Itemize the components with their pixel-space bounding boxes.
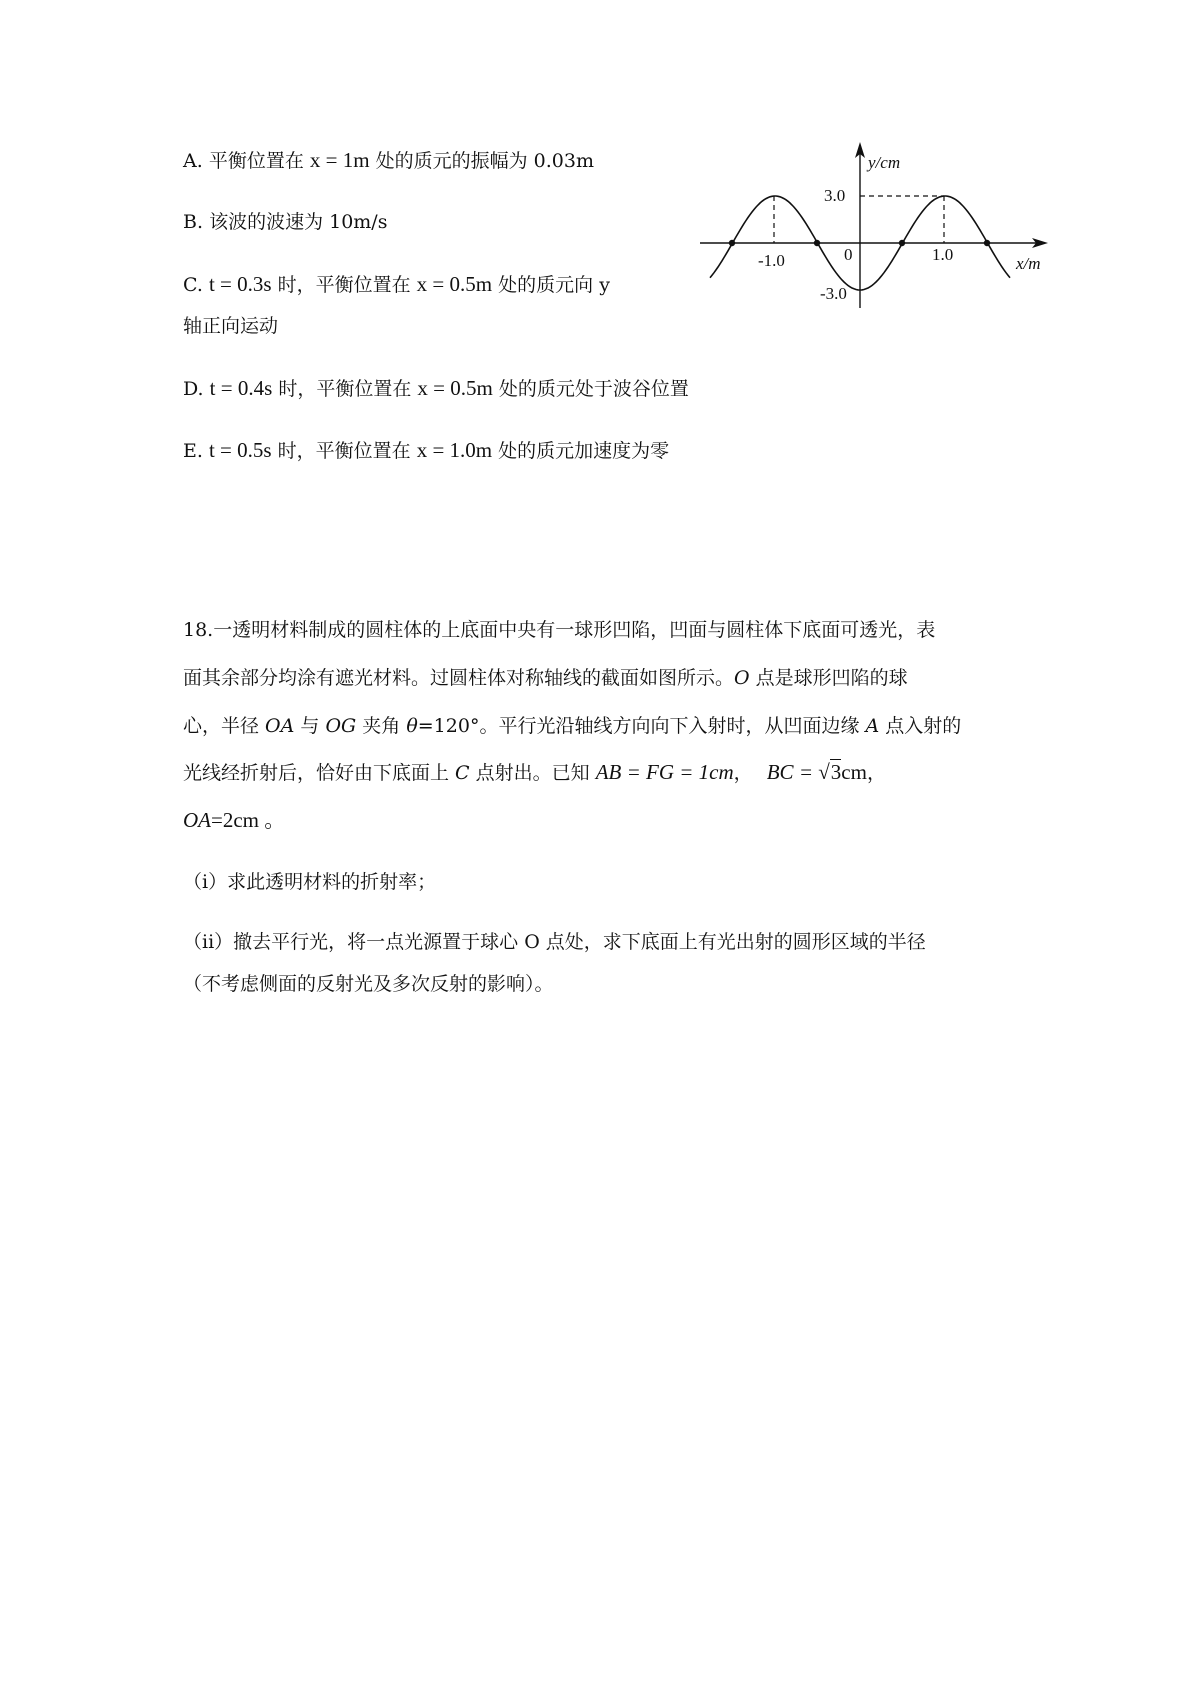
q18-line-4 <box>183 758 886 787</box>
option-a <box>183 146 594 175</box>
q18-sub-2-cont <box>183 970 554 998</box>
q18-text-4a: 光线经折射后，恰好由下底面上 <box>183 762 456 784</box>
y-axis-label: y/cm <box>868 153 901 172</box>
q18-og: OG <box>325 715 357 737</box>
option-e-math2: x = 1.0m <box>416 438 493 462</box>
option-e <box>183 436 669 465</box>
q18-text-3g: =120°。平行光沿轴线方向向下入射时，从凹面边缘 <box>417 715 866 737</box>
q18-point-a: A <box>865 715 880 737</box>
q18-text-3a: 心，半径 <box>183 715 266 737</box>
option-c-cont: 轴正向运动 <box>183 315 279 337</box>
q18-point-c: C <box>455 762 470 784</box>
x-tick-positive: 1.0 <box>932 245 954 264</box>
option-e-label: E. <box>183 440 203 462</box>
crossing-point <box>984 240 990 246</box>
q18-sub-2-text: （ii）撤去平行光，将一点光源置于球心 O 点处，求下底面上有光出射的圆形区域的半径 <box>183 931 926 953</box>
crossing-point <box>899 240 905 246</box>
q18-unit: cm <box>841 760 867 784</box>
q18-sqrt-value: 3 <box>830 760 842 784</box>
q18-theta: θ <box>406 715 418 737</box>
option-e-math1: t = 0.5s <box>208 438 272 462</box>
option-d <box>183 374 689 403</box>
q18-sub-1-text: （i）求此透明材料的折射率； <box>183 871 437 893</box>
q18-text-5b: =2cm 。 <box>211 808 286 832</box>
option-d-mid: 时，平衡位置在 <box>278 378 412 400</box>
q18-text-1: 18.一透明材料制成的圆柱体的上底面中央有一球形凹陷，凹面与圆柱体下底面可透光，表 <box>183 619 936 641</box>
q18-bc: BC = <box>766 760 819 784</box>
q18-ab-fg: AB = FG = 1cm <box>595 760 734 784</box>
sqrt-sign: √ <box>818 760 830 784</box>
q18-comma-1: ， <box>733 762 753 784</box>
option-d-post: 处的质元处于波谷位置 <box>498 378 689 400</box>
y-tick-negative: -3.0 <box>820 284 847 303</box>
x-axis-label: x/m <box>1016 254 1041 273</box>
q18-line-1 <box>183 616 935 644</box>
q18-text-3i: 点入射的 <box>879 715 962 737</box>
q18-oa-2: OA <box>183 808 211 832</box>
option-a-post: 处的质元的振幅为 0.03m <box>375 150 594 172</box>
q18-sub-2 <box>183 928 926 956</box>
crossing-point <box>729 240 735 246</box>
q18-text-2a: 面其余部分均涂有遮光材料。过圆柱体对称轴线的截面如图所示。 <box>183 667 735 689</box>
q18-text-3c: 与 <box>294 715 326 737</box>
q18-sub-1 <box>183 868 436 896</box>
option-e-post: 处的质元加速度为零 <box>498 440 670 462</box>
q18-comma-2: ， <box>866 762 886 784</box>
q18-line-2 <box>183 664 908 692</box>
q18-oa: OA <box>265 715 295 737</box>
option-c-mid: 时，平衡位置在 <box>277 274 411 296</box>
option-d-label: D. <box>183 378 204 400</box>
option-c-post: 处的质元向 y <box>498 274 610 296</box>
x-tick-negative: -1.0 <box>758 251 785 270</box>
option-b-label: B. <box>183 211 204 233</box>
option-a-math: x = 1m <box>309 148 370 172</box>
q18-text-2c: 点是球形凹陷的球 <box>749 667 908 689</box>
option-c <box>183 270 610 299</box>
option-d-math1: t = 0.4s <box>209 376 273 400</box>
q18-text-4c: 点射出。已知 <box>469 762 596 784</box>
option-a-label: A. <box>183 150 203 172</box>
crossing-point <box>814 240 820 246</box>
wave-graph <box>700 140 1060 310</box>
option-b-text: 该波的波速为 10m/s <box>209 211 388 233</box>
option-e-mid: 时，平衡位置在 <box>277 440 411 462</box>
q18-line-5 <box>183 806 285 834</box>
q18-text-3e: 夹角 <box>356 715 407 737</box>
option-c-math2: x = 0.5m <box>416 272 493 296</box>
option-d-math2: x = 0.5m <box>417 376 493 400</box>
y-tick-positive: 3.0 <box>824 186 846 205</box>
origin-label: 0 <box>844 245 853 264</box>
option-c-continued <box>183 312 278 340</box>
q18-point-o: O <box>734 667 750 689</box>
option-b <box>183 208 387 236</box>
option-a-pre: 平衡位置在 <box>208 150 304 172</box>
q18-sub-2b-text: （不考虑侧面的反射光及多次反射的影响）。 <box>183 973 554 995</box>
q18-line-3 <box>183 712 961 740</box>
option-c-math1: t = 0.3s <box>208 272 272 296</box>
option-c-label: C. <box>183 274 203 296</box>
